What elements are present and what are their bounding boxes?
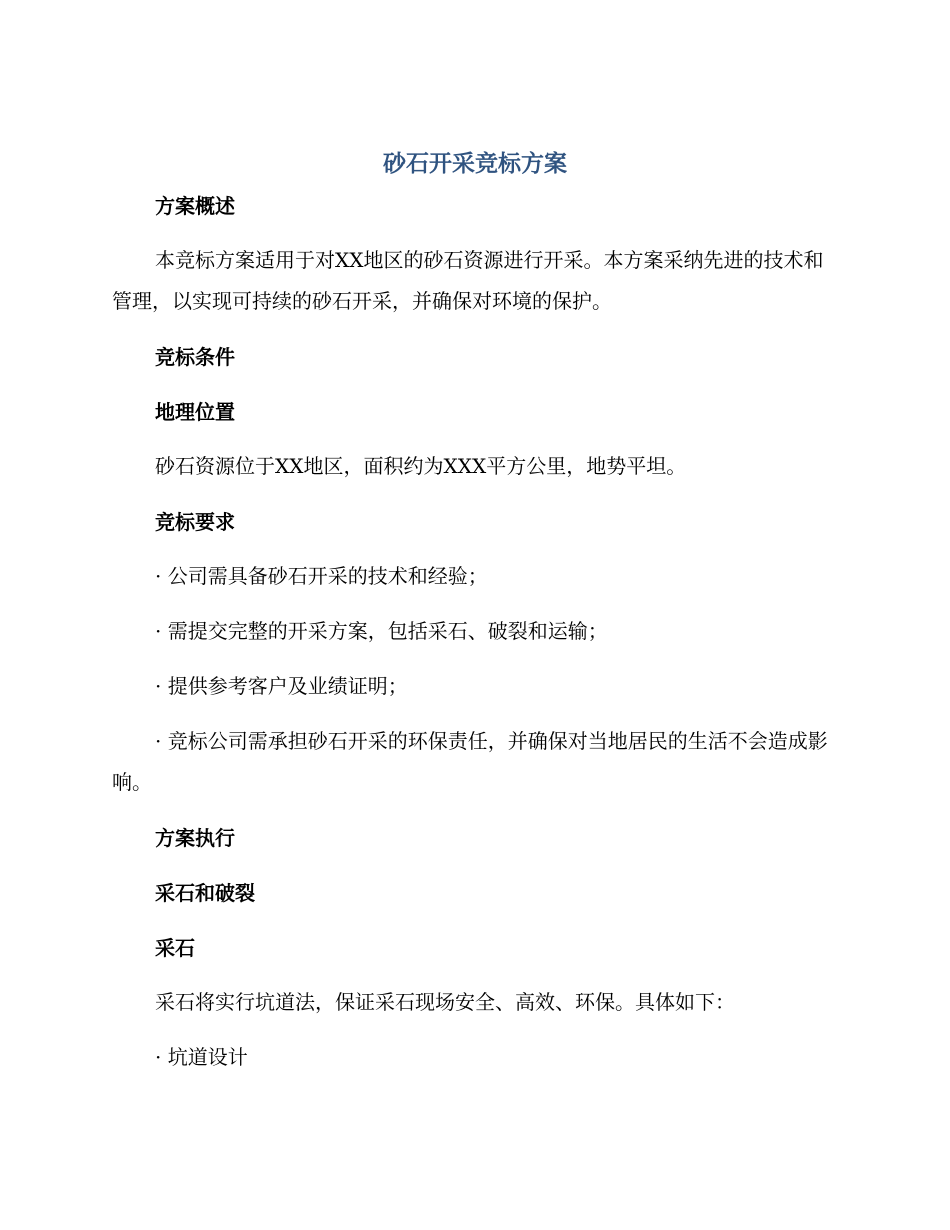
list-item-requirement: · 竞标公司需承担砂石开采的环保责任，并确保对当地居民的生活不会造成影响。 [112,729,828,794]
list-item-requirement: · 提供参考客户及业绩证明； [155,674,408,698]
heading-requirements: 竞标要求 [155,510,235,534]
heading-conditions: 竞标条件 [155,345,235,369]
heading-quarry: 采石 [155,936,195,960]
heading-location: 地理位置 [155,400,235,424]
list-item-requirement: · 需提交完整的开采方案，包括采石、破裂和运输； [155,619,608,643]
paragraph-overview: 本竞标方案适用于对XX地区的砂石资源进行开采。本方案采纳先进的技术和管理，以实现可持续的砂石开采，并确保对环境的保护。 [112,248,824,313]
document-title: 砂石开采竞标方案 [383,151,567,177]
paragraph-location: 砂石资源位于XX地区，面积约为XXX平方公里，地势平坦。 [155,454,687,478]
list-item-quarry: · 坑道设计 [155,1045,248,1069]
heading-quarry-crush: 采石和破裂 [155,881,255,905]
paragraph-quarry: 采石将实行坑道法，保证采石现场安全、高效、环保。具体如下： [155,990,735,1014]
heading-execution: 方案执行 [155,826,235,850]
heading-overview: 方案概述 [155,194,235,218]
list-item-requirement: · 公司需具备砂石开采的技术和经验； [155,564,488,588]
